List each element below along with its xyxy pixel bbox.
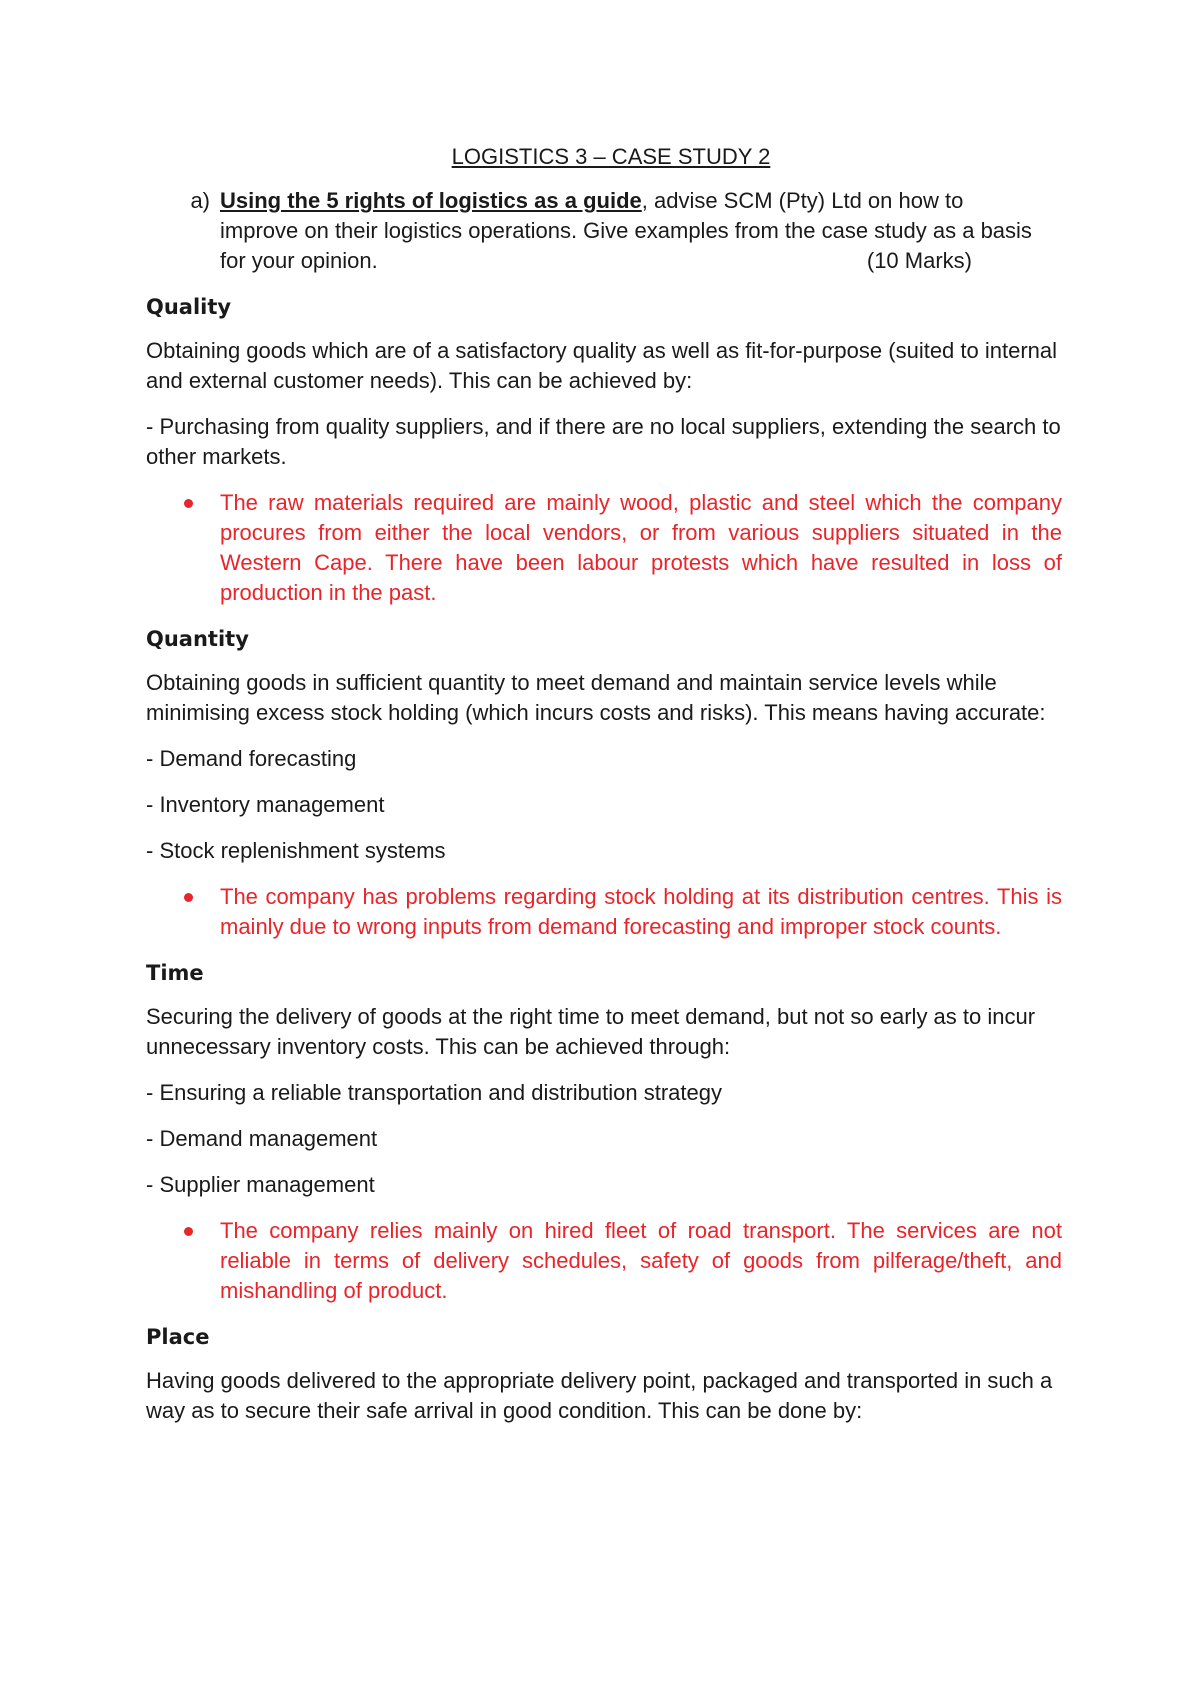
case-note-text: The raw materials required are mainly wood, plastic and steel which the company procures from either the local vendors, or from various suppliers situated in the Western Cape. There have been labour protests which have resulted in loss of production in the past. — [220, 490, 1062, 605]
dash-item: - Ensuring a reliable transportation and distribution strategy — [146, 1080, 722, 1105]
question-a — [146, 186, 1062, 276]
case-note — [146, 1216, 1062, 1306]
question-text — [220, 186, 1062, 276]
case-note-text: The company relies mainly on hired fleet of road transport. The services are not reliable in terms of delivery schedules, safety of goods from pilferage/theft, and mishandling of product. — [220, 1218, 1062, 1303]
section-heading: Place — [146, 1325, 210, 1349]
section-heading: Quality — [146, 295, 232, 319]
section-paragraph: Obtaining goods in sufficient quantity to meet demand and maintain service levels while minimising excess stock holding (which incurs costs and risks). This means having accurate: — [146, 670, 1046, 725]
case-note — [146, 882, 1062, 942]
section-quality — [146, 292, 1062, 608]
document-content — [146, 142, 1062, 1442]
section-paragraph: Securing the delivery of goods at the right time to meet demand, but not so early as to incur unnecessary inventory costs. This can be achieved through: — [146, 1004, 1036, 1059]
dash-item: - Purchasing from quality suppliers, and if there are no local suppliers, extending the search to other markets. — [146, 414, 1061, 469]
section-heading: Quantity — [146, 627, 249, 651]
section-paragraph: Obtaining goods which are of a satisfactory quality as well as fit-for-purpose (suited to internal and external customer needs). This can be achieved by: — [146, 338, 1058, 393]
section-quantity — [146, 624, 1062, 942]
case-note — [146, 488, 1062, 608]
section-time — [146, 958, 1062, 1306]
bullet-dot-icon — [146, 882, 220, 942]
question-marker: a) — [190, 188, 210, 213]
document-title: LOGISTICS 3 – CASE STUDY 2 — [451, 144, 771, 169]
question-body: , advise SCM (Pty) Ltd on how to improve on their logistics operations. Give examples from the case study as a basis for your opinion. — [220, 188, 1032, 273]
dash-item: - Demand forecasting — [146, 746, 357, 771]
dash-item: - Demand management — [146, 1126, 378, 1151]
dash-item: - Stock replenishment systems — [146, 838, 446, 863]
question-marks: (10 Marks) — [866, 248, 972, 273]
section-heading: Time — [146, 961, 204, 985]
bullet-dot-icon — [146, 1216, 220, 1306]
bullet-dot-icon — [146, 488, 220, 608]
question-bold-lead: Using the 5 rights of logistics as a guide — [220, 188, 642, 213]
section-paragraph: Having goods delivered to the appropriate delivery point, packaged and transported in such a way as to secure their safe arrival in good condition. This can be done by: — [146, 1368, 1053, 1423]
case-note-text: The company has problems regarding stock holding at its distribution centres. This is mainly due to wrong inputs from demand forecasting and improper stock counts. — [220, 884, 1062, 939]
dash-item: - Supplier management — [146, 1172, 375, 1197]
section-place — [146, 1322, 1062, 1426]
dash-item: - Inventory management — [146, 792, 385, 817]
